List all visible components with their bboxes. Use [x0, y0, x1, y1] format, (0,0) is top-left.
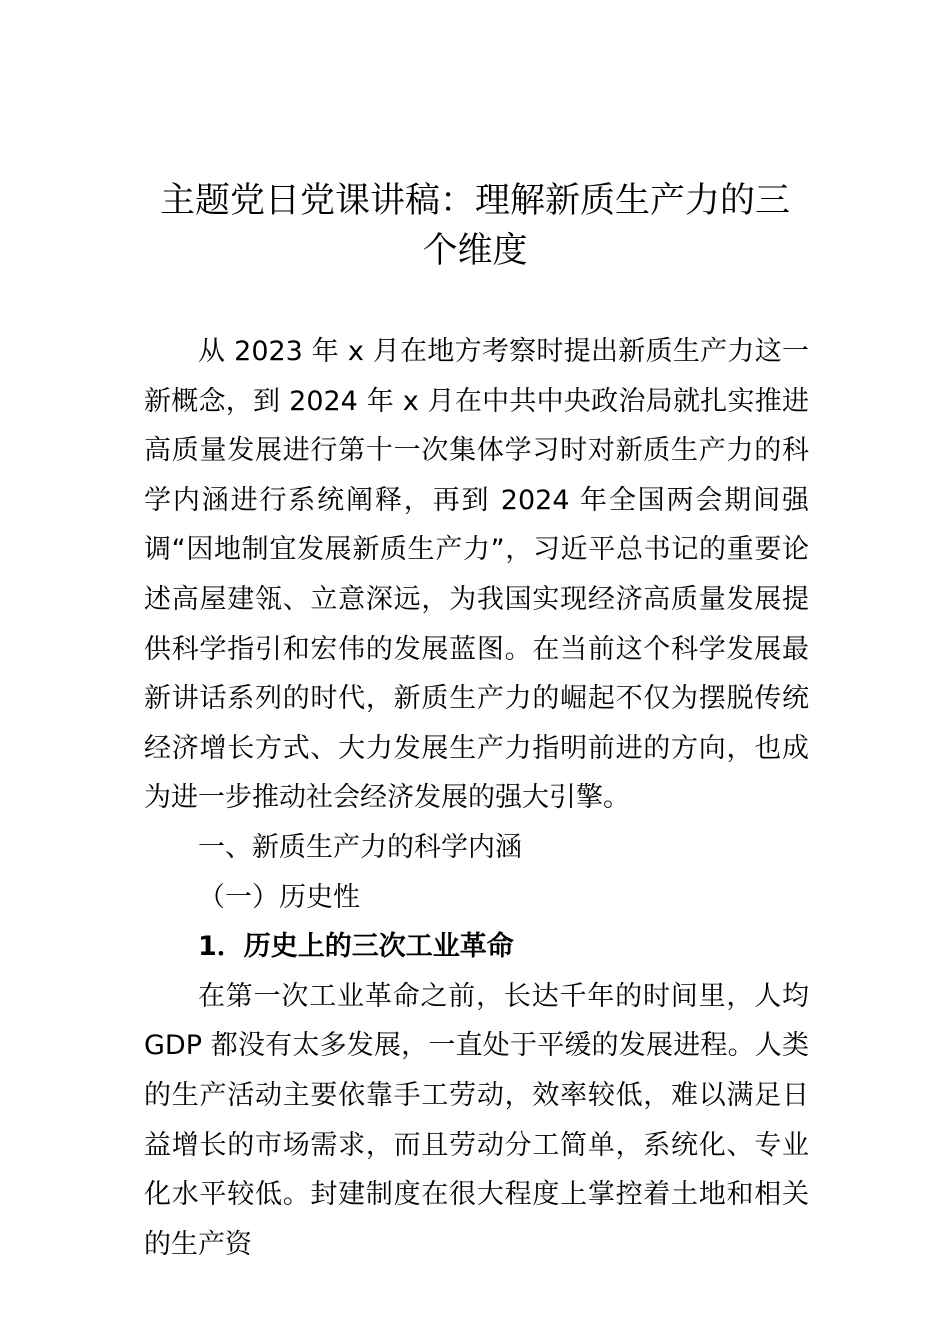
subsubsection-heading-1: 1．历史上的三次工业革命	[198, 931, 514, 963]
paragraph-industrial-revolution: 在第一次工业革命之前，长达千年的时间里，人均 GDP 都没有太多发展，一直处于平缓的发展进程。人类的生产活动主要依靠手工劳动，效率较低，难以满足日益增长的市场需求，而且劳动分工简单，系统化、专业化水平较低。封建制度在很大程度上掌控着土地和相关的生产资	[144, 980, 809, 1260]
document-title	[140, 176, 810, 276]
title-line-1: 主题党日党课讲稿：理解新质生产力的三	[159, 181, 790, 221]
document-body	[144, 327, 809, 1269]
subsection-heading-1: （一）历史性	[198, 881, 360, 913]
section-heading-1: 一、新质生产力的科学内涵	[198, 831, 522, 863]
title-line-2: 个维度	[422, 231, 528, 271]
paragraph-intro: 从 2023 年 x 月在地方考察时提出新质生产力这一新概念，到 2024 年 x 月在中共中央政治局就扎实推进高质量发展进行第十一次集体学习时对新质生产力的科学内涵进行系统阐释，再到 2024 年全国两会期间强调“因地制宜发展新质生产力”，习近平总书记的重要论述高屋建瓴、立意深远，为我国实现经济高质量发展提供科学指引和宏伟的发展蓝图。在当前这个科学发展最新讲话系列的时代，新质生产力的崛起不仅为摆脱传统经济增长方式、大力发展生产力指明前进的方向，也成为进一步推动社会经济发展的强大引擎。	[144, 336, 809, 814]
